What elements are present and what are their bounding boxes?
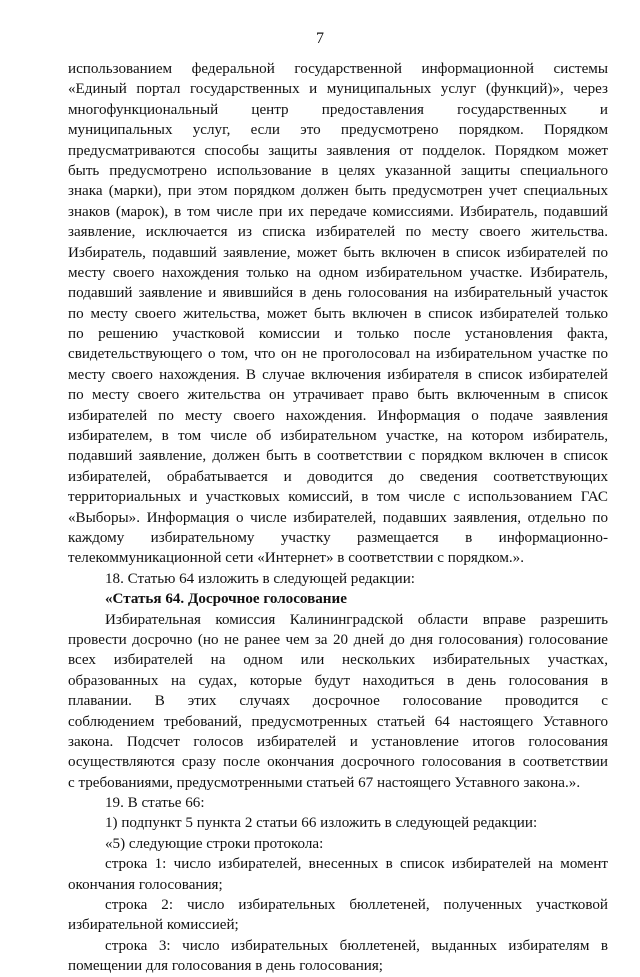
text-line: по месту своего жительства он утрачивает право быть включенным в список — [68, 387, 608, 404]
text-line: заявление, исключается из списка избирателей по месту своего жительства. — [68, 224, 608, 241]
text-line: телекоммуникационной сети «Интернет» в соответствии с порядком.». — [68, 550, 525, 567]
text-line: по месту своего жительства, может быть включен в список избирателей только — [68, 305, 608, 322]
text-line: избирателей по месту своего нахождения. Информация о подаче заявления — [68, 407, 608, 424]
text-line: по решению участковой комиссии и только после установления факта, — [68, 326, 608, 343]
text-line: муниципальных услуг, если это предусмотрено порядком. Порядком — [68, 122, 608, 139]
article-heading: «Статья 64. Досрочное голосование — [105, 591, 347, 608]
text-line: знаков (марок), в том числе при их передаче комиссиями. Избиратель, подавший — [68, 203, 608, 220]
text-line: месту своего нахождения только на одном избирательном участке. Избиратель, — [68, 264, 608, 281]
text-line: соблюдением требований, предусмотренных статьей 64 настоящего Уставного — [68, 713, 608, 730]
text-line: избирателем, в том числе об избирательном участке, на котором избиратель, — [68, 428, 608, 445]
text-line: предусматриваются способы защиты заявления от подделок. Порядком может — [68, 142, 608, 159]
text-line: Избиратель, подавший заявление, может быть включен в список избирателей по — [68, 244, 608, 261]
text-line: провести досрочно (но не ранее чем за 20 дней до дня голосования) голосование — [68, 631, 608, 648]
text-line: закона. Подсчет голосов избирателей и установление итогов голосования — [68, 733, 608, 750]
text-line: каждому избирательному участку размещается в информационно- — [68, 529, 608, 546]
text-line: территориальных и участковых комиссий, в том числе с использованием ГАС — [68, 489, 608, 506]
text-line: 18. Статью 64 изложить в следующей редакции: — [105, 570, 415, 587]
text-line: образованных на судах, которые будут находиться в день голосования в — [68, 672, 608, 689]
text-line: использованием федеральной государственной информационной системы — [68, 61, 608, 77]
text-line: «Единый портал государственных и муниципальных услуг (функций)», через — [68, 81, 608, 98]
text-line: свидетельствующего о том, что он не проголосовал на избирательном участке по — [68, 346, 608, 363]
text-line: месту своего нахождения. В случае включения избирателя в список избирателей — [68, 366, 608, 383]
text-line: строка 1: число избирателей, внесенных в список избирателей на момент — [105, 856, 608, 873]
text-line: плавании. В этих случаях досрочное голосование проводится с — [68, 693, 608, 710]
text-line: «5) следующие строки протокола: — [105, 835, 324, 852]
text-line: 1) подпункт 5 пункта 2 статьи 66 изложить в следующей редакции: — [105, 815, 538, 832]
text-line: Избирательная комиссия Калининградской области вправе разрешить — [105, 611, 608, 628]
text-line: помещении для голосования в день голосования; — [68, 958, 384, 975]
text-line: знака (марки), при этом порядком должен быть предусмотрен учет специальных — [68, 183, 608, 200]
text-line: многофункциональный центр предоставления государственных и — [68, 101, 608, 118]
text-line: строка 2: число избирательных бюллетеней, полученных участковой — [105, 897, 608, 914]
page-number: 7 — [316, 30, 324, 47]
text-line: всех избирателей на одном или нескольких избирательных участках, — [68, 652, 608, 669]
text-line: с требованиями, предусмотренными статьей 67 настоящего Уставного закона.». — [68, 774, 581, 791]
text-line: строка 3: число избирательных бюллетеней, выданных избирателям в — [105, 937, 608, 954]
text-line: 19. В статье 66: — [105, 795, 205, 812]
text-line: «Выборы». Информация о числе избирателей, подавших заявления, отдельно по — [68, 509, 608, 526]
text-line: осуществляются сразу после окончания досрочного голосования в соответствии — [68, 754, 608, 771]
document-body — [68, 59, 608, 977]
text-line: избирательной комиссией; — [68, 917, 239, 934]
text-line: подавший заявление и явившийся в день голосования на избирательный участок — [68, 285, 608, 302]
text-line: окончания голосования; — [68, 876, 223, 893]
text-line: быть предусмотрено использование в целях указанной защиты специального — [68, 162, 608, 179]
text-line: подавший заявление, должен быть в соответствии с порядком включен в список — [68, 448, 608, 465]
text-line: избирателей, обрабатывается и доводится до сведения соответствующих — [68, 468, 608, 485]
